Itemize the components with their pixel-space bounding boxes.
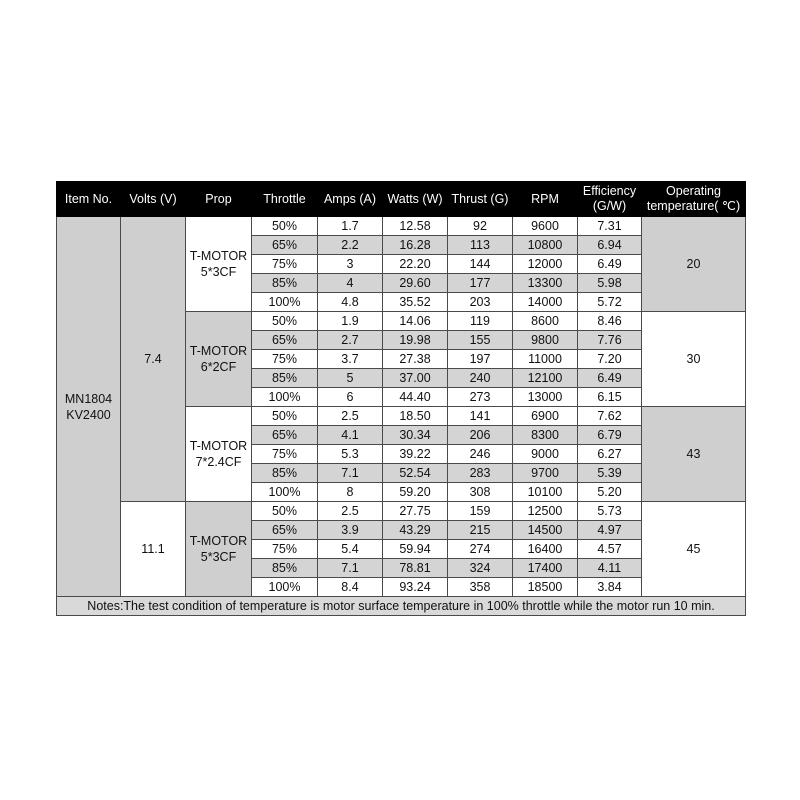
efficiency-cell: 6.94 [578,236,642,255]
throttle-cell: 65% [252,236,318,255]
temperature-cell: 45 [642,502,746,597]
watts-cell: 93.24 [383,578,448,597]
amps-cell: 6 [318,388,383,407]
amps-cell: 7.1 [318,559,383,578]
amps-cell: 5.4 [318,540,383,559]
header-thrust: Thrust (G) [448,182,513,217]
efficiency-cell: 5.73 [578,502,642,521]
watts-cell: 29.60 [383,274,448,293]
motor-test-table [56,181,746,616]
rpm-cell: 14000 [513,293,578,312]
watts-cell: 59.20 [383,483,448,502]
amps-cell: 3.9 [318,521,383,540]
temperature-cell: 43 [642,407,746,502]
watts-cell: 44.40 [383,388,448,407]
header-throttle: Throttle [252,182,318,217]
amps-cell: 4.1 [318,426,383,445]
thrust-cell: 358 [448,578,513,597]
rpm-cell: 18500 [513,578,578,597]
throttle-cell: 50% [252,502,318,521]
efficiency-cell: 7.76 [578,331,642,350]
efficiency-cell: 7.62 [578,407,642,426]
header-item-no: Item No. [57,182,121,217]
thrust-cell: 240 [448,369,513,388]
thrust-cell: 246 [448,445,513,464]
amps-cell: 2.5 [318,502,383,521]
rpm-cell: 9000 [513,445,578,464]
volts-cell: 11.1 [121,502,186,597]
header-rpm: RPM [513,182,578,217]
item-no-cell: MN1804 KV2400 [57,217,121,597]
throttle-cell: 65% [252,426,318,445]
throttle-cell: 85% [252,464,318,483]
efficiency-cell: 5.20 [578,483,642,502]
efficiency-cell: 5.39 [578,464,642,483]
thrust-cell: 159 [448,502,513,521]
amps-cell: 5.3 [318,445,383,464]
rpm-cell: 14500 [513,521,578,540]
rpm-cell: 9600 [513,217,578,236]
rpm-cell: 16400 [513,540,578,559]
watts-cell: 37.00 [383,369,448,388]
watts-cell: 12.58 [383,217,448,236]
watts-cell: 78.81 [383,559,448,578]
amps-cell: 3.7 [318,350,383,369]
throttle-cell: 50% [252,407,318,426]
amps-cell: 1.7 [318,217,383,236]
throttle-cell: 50% [252,217,318,236]
throttle-cell: 85% [252,559,318,578]
efficiency-cell: 6.79 [578,426,642,445]
efficiency-cell: 7.31 [578,217,642,236]
throttle-cell: 85% [252,274,318,293]
thrust-cell: 144 [448,255,513,274]
prop-cell: T-MOTOR 5*3CF [186,217,252,312]
watts-cell: 27.38 [383,350,448,369]
efficiency-cell: 5.98 [578,274,642,293]
watts-cell: 52.54 [383,464,448,483]
efficiency-cell: 6.27 [578,445,642,464]
watts-cell: 14.06 [383,312,448,331]
rpm-cell: 8300 [513,426,578,445]
watts-cell: 43.29 [383,521,448,540]
throttle-cell: 100% [252,388,318,407]
rpm-cell: 6900 [513,407,578,426]
rpm-cell: 13000 [513,388,578,407]
throttle-cell: 100% [252,483,318,502]
table-row [57,502,746,521]
efficiency-cell: 3.84 [578,578,642,597]
thrust-cell: 141 [448,407,513,426]
header-temperature: Operating temperature( ℃) [642,182,746,217]
thrust-cell: 155 [448,331,513,350]
thrust-cell: 119 [448,312,513,331]
throttle-cell: 85% [252,369,318,388]
rpm-cell: 10800 [513,236,578,255]
throttle-cell: 75% [252,350,318,369]
watts-cell: 16.28 [383,236,448,255]
amps-cell: 8.4 [318,578,383,597]
watts-cell: 59.94 [383,540,448,559]
header-row [57,182,746,217]
watts-cell: 35.52 [383,293,448,312]
watts-cell: 22.20 [383,255,448,274]
thrust-cell: 308 [448,483,513,502]
header-prop: Prop [186,182,252,217]
amps-cell: 4.8 [318,293,383,312]
amps-cell: 3 [318,255,383,274]
rpm-cell: 8600 [513,312,578,331]
amps-cell: 2.7 [318,331,383,350]
rpm-cell: 9700 [513,464,578,483]
throttle-cell: 100% [252,578,318,597]
rpm-cell: 10100 [513,483,578,502]
rpm-cell: 17400 [513,559,578,578]
efficiency-cell: 4.11 [578,559,642,578]
table-row [57,217,746,236]
throttle-cell: 75% [252,540,318,559]
throttle-cell: 75% [252,445,318,464]
efficiency-cell: 6.49 [578,369,642,388]
rpm-cell: 9800 [513,331,578,350]
throttle-cell: 50% [252,312,318,331]
thrust-cell: 113 [448,236,513,255]
watts-cell: 19.98 [383,331,448,350]
header-efficiency: Efficiency (G/W) [578,182,642,217]
volts-cell: 7.4 [121,217,186,502]
throttle-cell: 65% [252,331,318,350]
prop-cell: T-MOTOR 6*2CF [186,312,252,407]
thrust-cell: 324 [448,559,513,578]
thrust-cell: 177 [448,274,513,293]
header-watts: Watts (W) [383,182,448,217]
throttle-cell: 100% [252,293,318,312]
prop-cell: T-MOTOR 5*3CF [186,502,252,597]
watts-cell: 27.75 [383,502,448,521]
table-body [57,217,746,616]
amps-cell: 5 [318,369,383,388]
rpm-cell: 11000 [513,350,578,369]
watts-cell: 18.50 [383,407,448,426]
thrust-cell: 274 [448,540,513,559]
efficiency-cell: 7.20 [578,350,642,369]
efficiency-cell: 5.72 [578,293,642,312]
efficiency-cell: 8.46 [578,312,642,331]
amps-cell: 7.1 [318,464,383,483]
notes-text: Notes:The test condition of temperature is motor surface temperature in 100% throttle while the motor run 10 min. [57,597,746,616]
efficiency-cell: 6.49 [578,255,642,274]
thrust-cell: 283 [448,464,513,483]
temperature-cell: 20 [642,217,746,312]
notes-row [57,597,746,616]
amps-cell: 4 [318,274,383,293]
temperature-cell: 30 [642,312,746,407]
amps-cell: 8 [318,483,383,502]
amps-cell: 2.5 [318,407,383,426]
amps-cell: 2.2 [318,236,383,255]
thrust-cell: 203 [448,293,513,312]
rpm-cell: 12100 [513,369,578,388]
thrust-cell: 215 [448,521,513,540]
thrust-cell: 197 [448,350,513,369]
watts-cell: 30.34 [383,426,448,445]
thrust-cell: 273 [448,388,513,407]
efficiency-cell: 4.97 [578,521,642,540]
efficiency-cell: 4.57 [578,540,642,559]
throttle-cell: 65% [252,521,318,540]
prop-cell: T-MOTOR 7*2.4CF [186,407,252,502]
efficiency-cell: 6.15 [578,388,642,407]
rpm-cell: 12000 [513,255,578,274]
thrust-cell: 206 [448,426,513,445]
rpm-cell: 13300 [513,274,578,293]
thrust-cell: 92 [448,217,513,236]
header-amps: Amps (A) [318,182,383,217]
amps-cell: 1.9 [318,312,383,331]
watts-cell: 39.22 [383,445,448,464]
rpm-cell: 12500 [513,502,578,521]
throttle-cell: 75% [252,255,318,274]
header-volts: Volts (V) [121,182,186,217]
